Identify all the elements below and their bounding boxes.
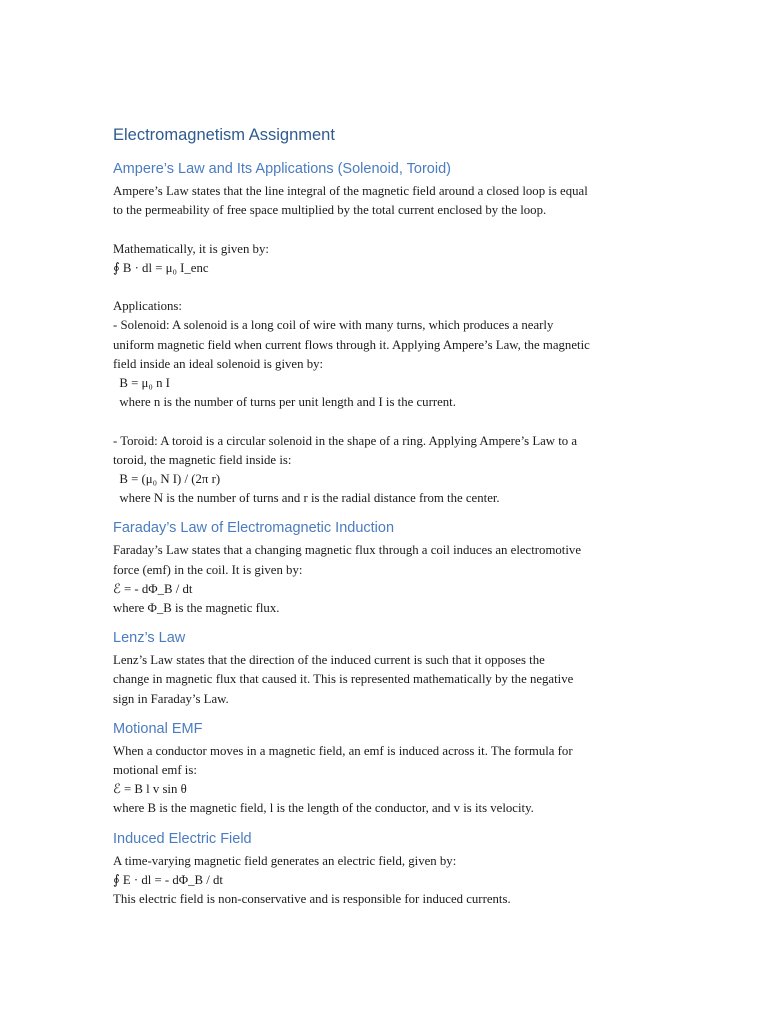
- body-text-line: B = (μ₀ N I) / (2π r): [113, 472, 221, 486]
- body-text-line: field inside an ideal solenoid is given by:: [113, 356, 324, 371]
- section-heading: Induced Electric Field: [113, 830, 252, 847]
- body-text-line: [113, 220, 668, 239]
- body-text-line: toroid, the magnetic field inside is:: [113, 452, 292, 467]
- body-text-line: A time-varying magnetic field generates an electric field, given by:: [113, 853, 457, 868]
- body-text-line: ℰ = - dΦ_B / dt: [113, 581, 193, 596]
- body-text-line: Lenz’s Law states that the direction of the induced current is such that it opposes the: [113, 653, 545, 668]
- document-title: Electromagnetism Assignment: [113, 126, 335, 144]
- body-text-line: Mathematically, it is given by:: [113, 241, 269, 256]
- body-text-line: where N is the number of turns and r is the radial distance from the center.: [113, 491, 500, 506]
- body-text-line: force (emf) in the coil. It is given by:: [113, 562, 303, 577]
- body-text-line: Applications:: [113, 299, 182, 314]
- body-text-line: [113, 278, 668, 297]
- body-text-line: where n is the number of turns per unit length and I is the current.: [113, 395, 456, 410]
- body-text-line: ∮ E · dl = - dΦ_B / dt: [113, 872, 223, 887]
- body-text-line: to the permeability of free space multiplied by the total current enclosed by the loop.: [113, 203, 547, 218]
- section-heading: Lenz’s Law: [113, 630, 186, 647]
- section: [113, 718, 668, 819]
- body-text-line: This electric field is non-conservative and is responsible for induced currents.: [113, 892, 511, 907]
- body-text-line: ∮ B · dl = μ₀ I_enc: [113, 260, 209, 275]
- body-text-line: Faraday’s Law states that a changing magnetic flux through a coil induces an electromotive: [113, 543, 581, 558]
- body-text-line: change in magnetic flux that caused it. This is represented mathematically by the negative: [113, 672, 574, 687]
- document-body: [113, 158, 668, 909]
- body-text-line: motional emf is:: [113, 763, 197, 778]
- body-text-line: B = μ₀ n I: [113, 376, 170, 390]
- section: [113, 828, 668, 910]
- body-text-line: where Φ_B is the magnetic flux.: [113, 601, 280, 616]
- body-text-line: [113, 412, 668, 431]
- section: [113, 158, 668, 508]
- section-heading: Motional EMF: [113, 720, 203, 737]
- section-heading: Ampere’s Law and Its Applications (Solenoid, Toroid): [113, 161, 451, 177]
- section: [113, 627, 668, 709]
- body-text-line: uniform magnetic field when current flows through it. Applying Ampere’s Law, the magnetic: [113, 337, 590, 352]
- body-text-line: When a conductor moves in a magnetic field, an emf is induced across it. The formula for: [113, 743, 573, 758]
- body-text-line: - Solenoid: A solenoid is a long coil of wire with many turns, which produces a nearly: [113, 318, 554, 333]
- section-heading: Faraday’s Law of Electromagnetic Induction: [113, 520, 395, 537]
- body-text-line: ℰ = B l v sin θ: [113, 782, 187, 797]
- body-text-line: Ampere’s Law states that the line integral of the magnetic field around a closed loop is equal: [113, 184, 588, 198]
- body-text-line: - Toroid: A toroid is a circular solenoid in the shape of a ring. Applying Ampere’s Law to a: [113, 433, 578, 448]
- body-text-line: sign in Faraday’s Law.: [113, 691, 229, 706]
- body-text-line: where B is the magnetic field, l is the length of the conductor, and v is its velocity.: [113, 801, 534, 816]
- section: [113, 517, 668, 618]
